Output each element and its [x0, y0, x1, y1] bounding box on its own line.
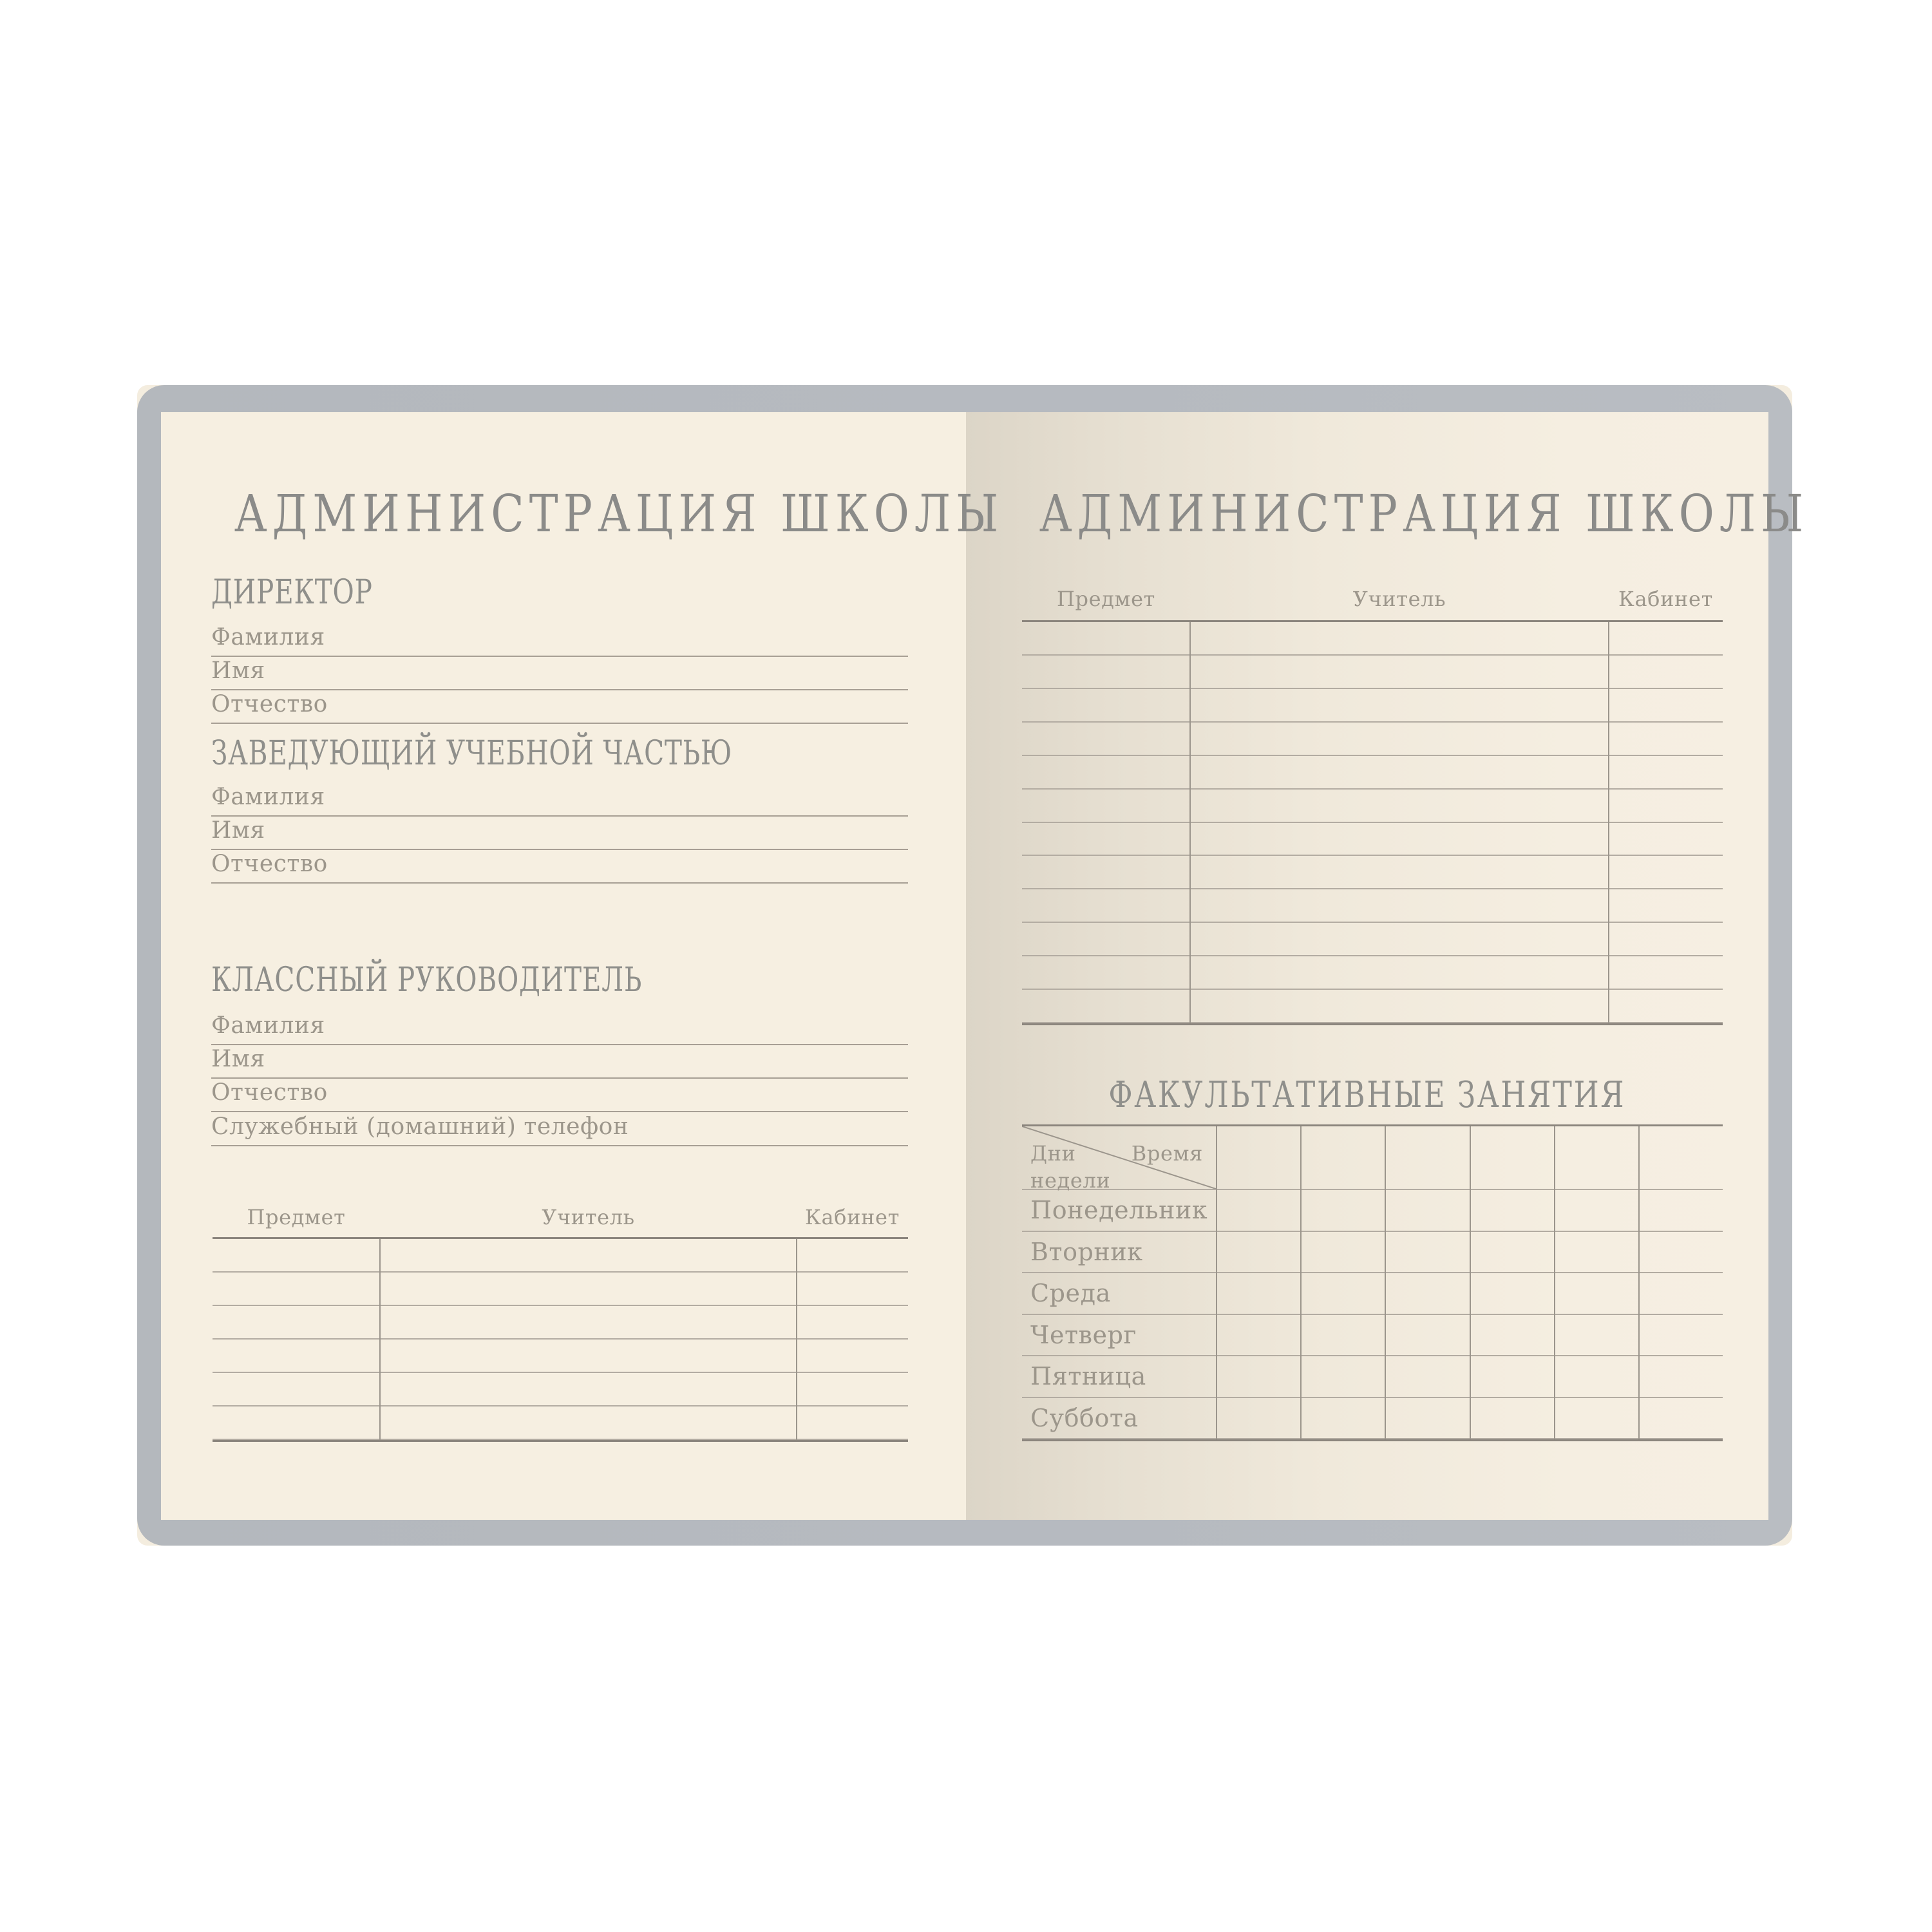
table-row — [1022, 622, 1723, 656]
table-row — [213, 1239, 908, 1273]
table-row — [1022, 990, 1723, 1023]
day-label: Суббота — [1030, 1403, 1139, 1432]
field-label: Имя — [211, 658, 265, 684]
facultative-header-row — [1022, 1126, 1723, 1193]
day-label: Пятница — [1030, 1362, 1146, 1391]
field-label: Отчество — [211, 851, 328, 877]
corner-label-days-line2: недели — [1030, 1168, 1111, 1193]
schedule-row-monday — [1022, 1190, 1723, 1232]
right-table-header-room: Кабинет — [1618, 587, 1713, 611]
field-head-patronymic — [211, 842, 908, 884]
left-subjects-table — [213, 1237, 908, 1442]
facultative-table — [1022, 1124, 1723, 1441]
column-divider — [379, 1239, 381, 1440]
column-divider — [1554, 1126, 1555, 1439]
table-row — [1022, 823, 1723, 857]
field-label: Фамилия — [211, 784, 325, 810]
column-divider — [1300, 1126, 1302, 1439]
schedule-row-saturday — [1022, 1398, 1723, 1440]
table-row — [1022, 689, 1723, 723]
day-label: Среда — [1030, 1279, 1111, 1308]
table-row — [213, 1406, 908, 1440]
field-label: Имя — [211, 817, 265, 844]
corner-label-days-line1: Дни — [1030, 1141, 1076, 1166]
column-divider — [1385, 1126, 1386, 1439]
table-row — [1022, 889, 1723, 923]
right-subjects-table — [1022, 620, 1723, 1025]
day-label: Понедельник — [1030, 1196, 1208, 1225]
table-row — [1022, 956, 1723, 990]
table-row — [1022, 856, 1723, 889]
field-teacher-phone — [211, 1105, 908, 1146]
section-heading-director: ДИРЕКТОР — [211, 573, 373, 612]
field-label: Фамилия — [211, 1012, 325, 1039]
field-label: Служебный (домашний) телефон — [211, 1113, 629, 1140]
day-label: Вторник — [1030, 1237, 1143, 1266]
column-divider — [796, 1239, 797, 1440]
right-table-header-subject: Предмет — [1056, 587, 1156, 611]
table-row — [1022, 790, 1723, 823]
right-page-title-text: АДМИНИСТРАЦИЯ ШКОЛЫ — [1039, 484, 1809, 544]
column-divider — [1608, 622, 1609, 1023]
table-row — [1022, 656, 1723, 689]
table-row — [1022, 923, 1723, 956]
table-row — [213, 1340, 908, 1373]
right-page-title — [966, 484, 1809, 544]
schedule-row-tuesday — [1022, 1232, 1723, 1274]
column-divider — [1189, 622, 1191, 1023]
schedule-row-thursday — [1022, 1315, 1723, 1357]
table-row — [213, 1373, 908, 1406]
right-table-header-teacher: Учитель — [1352, 587, 1446, 611]
table-row — [1022, 723, 1723, 756]
field-label: Фамилия — [211, 624, 325, 650]
schedule-row-friday — [1022, 1356, 1723, 1398]
table-row — [1022, 756, 1723, 790]
left-page-title-text: АДМИНИСТРАЦИЯ ШКОЛЫ — [234, 484, 1004, 544]
left-table-header-subject: Предмет — [247, 1205, 346, 1229]
field-label: Отчество — [211, 1079, 328, 1106]
field-label: Отчество — [211, 691, 328, 717]
section-heading-head-of-studies: ЗАВЕДУЮЩИЙ УЧЕБНОЙ ЧАСТЬЮ — [211, 734, 733, 773]
left-page-title — [161, 484, 1004, 544]
corner-label-time: Время — [1131, 1141, 1203, 1166]
column-divider — [1470, 1126, 1471, 1439]
column-divider — [1216, 1126, 1217, 1439]
column-divider — [1638, 1126, 1640, 1439]
left-table-header-teacher: Учитель — [542, 1205, 635, 1229]
table-row — [213, 1306, 908, 1340]
facultative-title: ФАКУЛЬТАТИВНЫЕ ЗАНЯТИЯ — [1108, 1074, 1626, 1116]
field-label: Имя — [211, 1046, 265, 1072]
table-row — [213, 1273, 908, 1306]
schedule-row-wednesday — [1022, 1273, 1723, 1315]
day-label: Четверг — [1030, 1320, 1137, 1349]
field-director-patronymic — [211, 683, 908, 724]
section-heading-class-teacher: КЛАССНЫЙ РУКОВОДИТЕЛЬ — [211, 961, 643, 999]
left-table-header-room: Кабинет — [805, 1205, 900, 1229]
